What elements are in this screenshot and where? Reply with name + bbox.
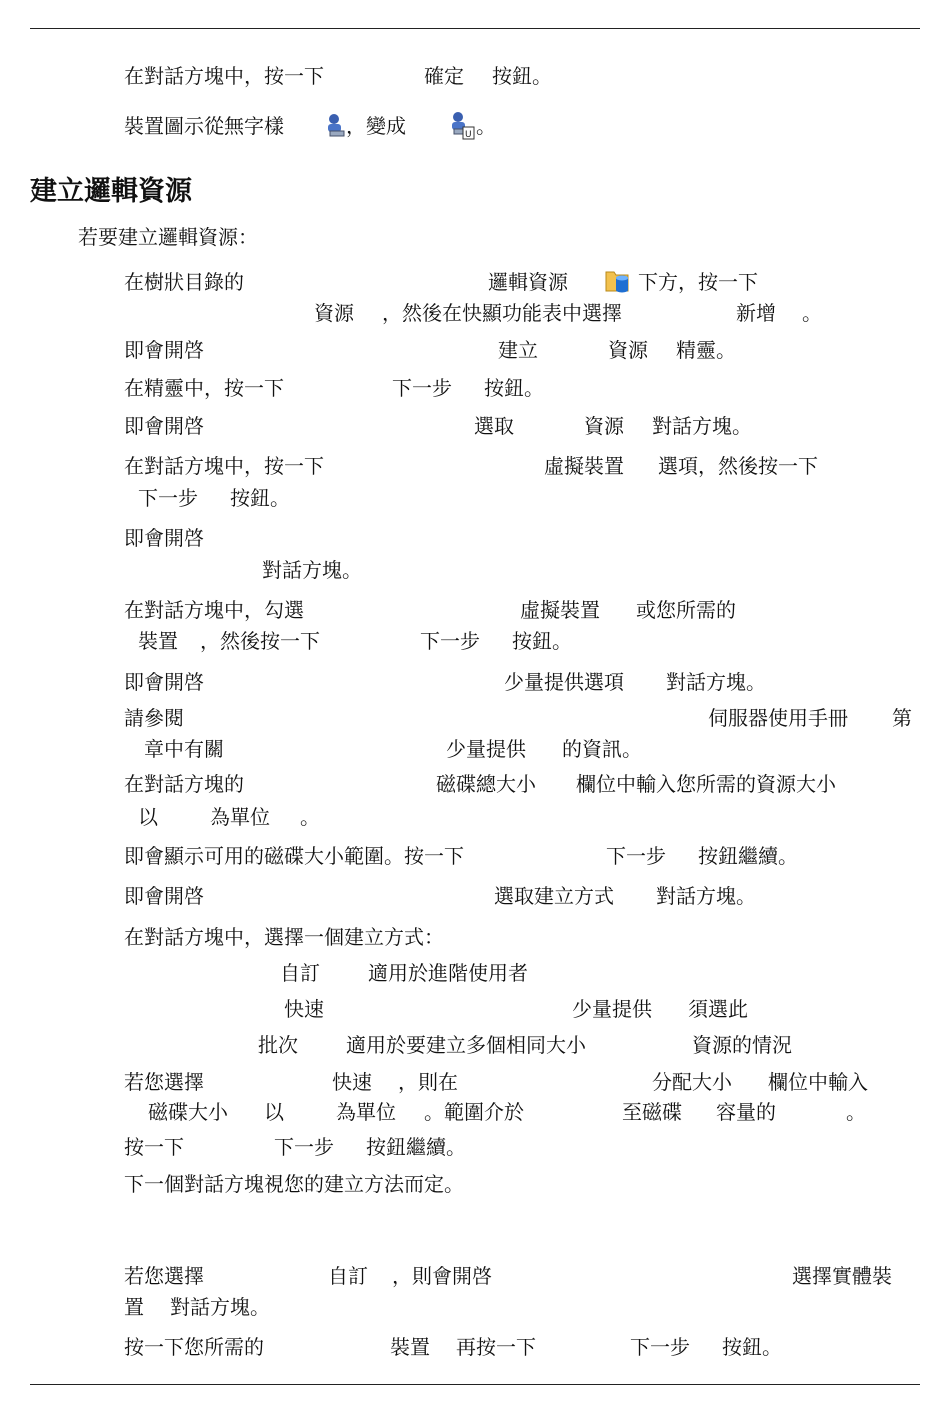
text: 下一步 — [274, 1135, 334, 1159]
text: 再按一下 — [456, 1335, 536, 1359]
text: 選擇實體裝 — [792, 1264, 892, 1288]
text: 若您選擇 — [124, 1070, 204, 1094]
text: 資源的情況 — [692, 1033, 792, 1057]
text: 下一步 — [138, 486, 198, 510]
text: 請參閱 — [124, 706, 184, 730]
text: 快速 — [332, 1070, 372, 1094]
text: 按一下 — [124, 1135, 184, 1159]
text: 下方，按一下 — [638, 270, 758, 294]
text: 按鈕繼續。 — [698, 844, 798, 868]
text: ，然後在快顯功能表中選擇 — [382, 301, 622, 325]
text: 虛擬裝置 — [544, 454, 624, 478]
text: 裝置 — [138, 629, 178, 653]
text: 若您選擇 — [124, 1264, 204, 1288]
device-labeled-icon — [446, 110, 476, 145]
section-heading: 建立邏輯資源 — [30, 176, 192, 207]
text: 分配大小 — [652, 1070, 732, 1094]
text: 須選此 — [688, 997, 748, 1021]
text: 以 — [138, 805, 158, 829]
text: 建立 — [498, 338, 538, 362]
text: 按一下您所需的 — [124, 1335, 264, 1359]
text: 下一步 — [392, 376, 452, 400]
text: 選取 — [474, 414, 514, 438]
text: 少量提供 — [446, 737, 526, 761]
text: 按鈕。 — [230, 486, 290, 510]
text: 下一個對話方塊視您的建立方法而定。 — [124, 1172, 464, 1196]
text: 新增 — [736, 301, 776, 325]
text: 磁碟大小 — [148, 1100, 228, 1124]
text: 以 — [264, 1100, 284, 1124]
text: 欄位中輸入您所需的資源大小 — [576, 772, 836, 796]
text: 若要建立邏輯資源： — [78, 225, 258, 249]
device-icon — [322, 112, 348, 143]
text: 即會開啓 — [124, 414, 204, 438]
text: 少量提供選項 — [504, 670, 624, 694]
text: 邏輯資源 — [488, 270, 568, 294]
svg-text:U: U — [465, 130, 472, 140]
text: 在對話方塊中，按一下 — [124, 454, 324, 478]
text: 對話方塊。 — [262, 558, 362, 582]
text: 按鈕。 — [492, 64, 552, 88]
text: 即會開啓 — [124, 526, 204, 550]
text: 第 — [892, 706, 912, 730]
text: 置 — [124, 1295, 144, 1319]
text: 批次 — [258, 1033, 298, 1057]
text: 資源 — [584, 414, 624, 438]
text: 在對話方塊中，勾選 — [124, 598, 304, 622]
text: 對話方塊。 — [656, 884, 756, 908]
text: 即會開啓 — [124, 884, 204, 908]
text: 對話方塊。 — [652, 414, 752, 438]
text: 伺服器使用手冊 — [708, 706, 848, 730]
text: 選項，然後按一下 — [658, 454, 818, 478]
text: 。 — [476, 114, 496, 138]
text: 對話方塊。 — [666, 670, 766, 694]
text: 在精靈中，按一下 — [124, 376, 284, 400]
text: 按鈕繼續。 — [366, 1135, 466, 1159]
text: 容量的 — [716, 1100, 776, 1124]
text: 在樹狀目錄的 — [124, 270, 244, 294]
text: 在對話方塊中，選擇一個建立方式： — [124, 925, 444, 949]
text: 精靈。 — [676, 338, 736, 362]
text: 資源 — [608, 338, 648, 362]
bottom-rule — [30, 1384, 920, 1385]
text: 確定 — [424, 64, 464, 88]
text: 。 — [300, 805, 320, 829]
text: 下一步 — [420, 629, 480, 653]
text: 。 — [802, 301, 822, 325]
text: ，然後按一下 — [200, 629, 320, 653]
text: 下一步 — [606, 844, 666, 868]
text: 少量提供 — [572, 997, 652, 1021]
text: 即會顯示可用的磁碟大小範圍。按一下 — [124, 844, 464, 868]
folder-database-icon — [604, 266, 632, 299]
text: ，變成 — [346, 114, 406, 138]
text: 或您所需的 — [636, 598, 736, 622]
text: 適用於要建立多個相同大小 — [346, 1033, 586, 1057]
text: 虛擬裝置 — [520, 598, 600, 622]
text: 裝置 — [390, 1335, 430, 1359]
text: 的資訊。 — [562, 737, 642, 761]
text: 章中有關 — [144, 737, 224, 761]
text: 至磁碟 — [622, 1100, 682, 1124]
text: 自訂 — [328, 1264, 368, 1288]
text: 按鈕。 — [512, 629, 572, 653]
text: 即會開啓 — [124, 338, 204, 362]
text: 在對話方塊的 — [124, 772, 244, 796]
text: 對話方塊。 — [170, 1295, 270, 1319]
text: 自訂 — [280, 961, 320, 985]
text: 在對話方塊中，按一下 — [124, 64, 324, 88]
text: 快速 — [284, 997, 324, 1021]
text: 為單位 — [210, 805, 270, 829]
text: 下一步 — [630, 1335, 690, 1359]
text: 裝置圖示從無字樣 — [124, 114, 284, 138]
text: 按鈕。 — [484, 376, 544, 400]
text: 適用於進階使用者 — [368, 961, 528, 985]
text: 欄位中輸入 — [768, 1070, 868, 1094]
text: 。範圍介於 — [424, 1100, 524, 1124]
top-rule — [30, 28, 920, 29]
text: ，則會開啓 — [392, 1264, 492, 1288]
text: 為單位 — [336, 1100, 396, 1124]
text: 磁碟總大小 — [436, 772, 536, 796]
text: 選取建立方式 — [494, 884, 614, 908]
text: 。 — [846, 1100, 866, 1124]
text: 資源 — [314, 301, 354, 325]
text: ，則在 — [398, 1070, 458, 1094]
text: 即會開啓 — [124, 670, 204, 694]
text: 按鈕。 — [722, 1335, 782, 1359]
